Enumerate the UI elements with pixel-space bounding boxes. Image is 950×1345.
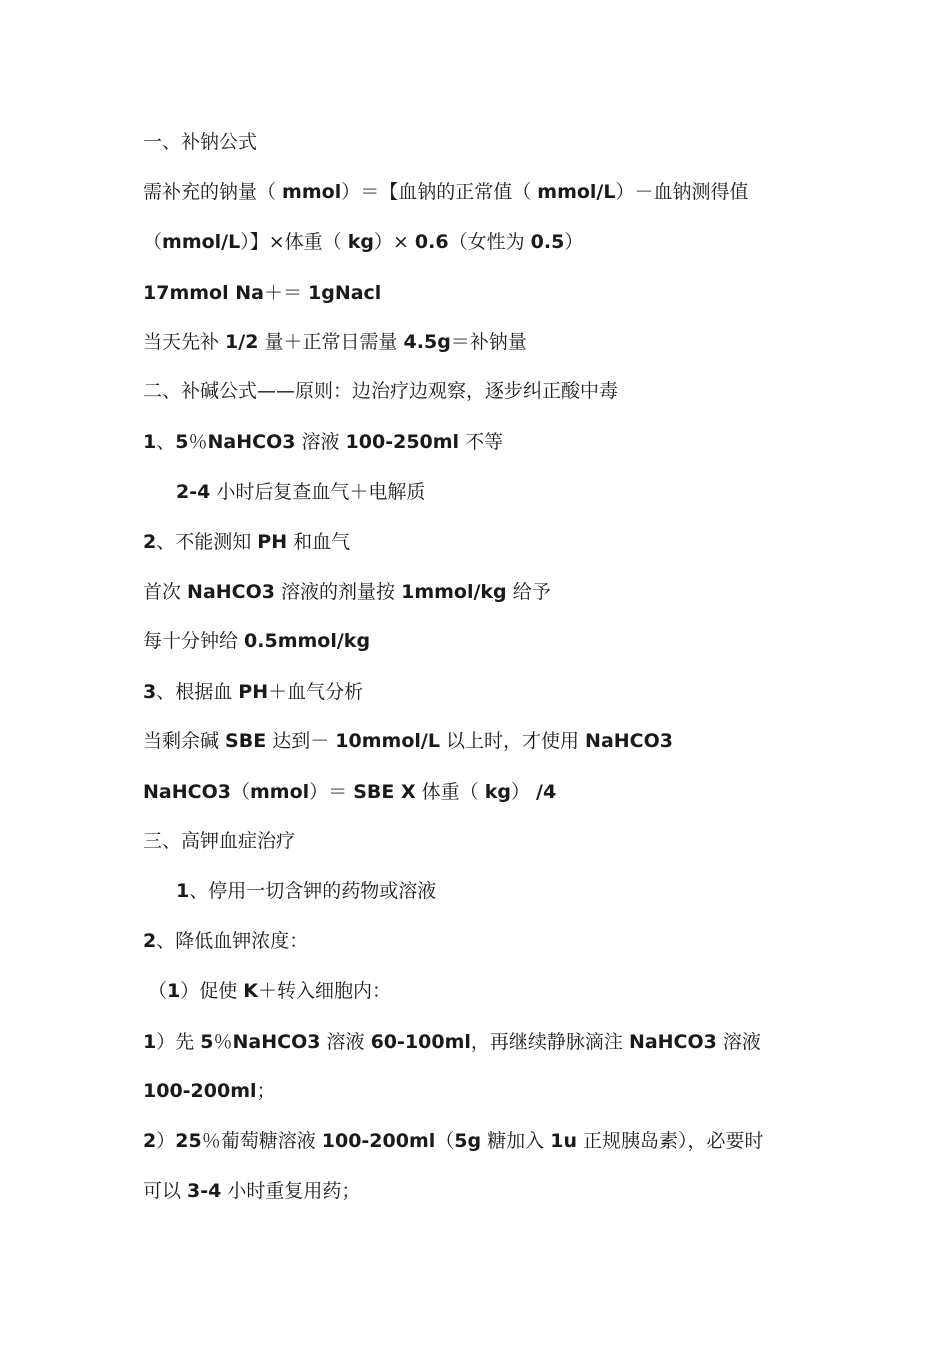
sodium-formula-line-2 — [143, 230, 583, 254]
text-run: ＝补钠量 — [450, 331, 527, 353]
text-run: PH — [238, 681, 269, 703]
text-run: 3 — [143, 681, 157, 703]
sodium-formula-line-1 — [143, 180, 749, 204]
text-run: 和血气 — [287, 531, 351, 553]
text-run: K — [243, 980, 259, 1002]
text-run: 100-250ml — [345, 431, 460, 453]
text-run: 量＋正常日需量 — [258, 331, 404, 353]
text-run: （ — [435, 1130, 455, 1152]
text-run: 1 — [167, 980, 181, 1002]
text-run: ）＝【血钠的正常值（ — [341, 181, 538, 203]
text-run: ％葡萄糖溶液 — [201, 1130, 322, 1152]
text-run: 需补充的钠量（ — [143, 181, 283, 203]
text-run: 、降低血钾浓度： — [156, 930, 309, 952]
alkali-sbe-formula — [143, 780, 556, 804]
heading-alkali-formula — [143, 379, 618, 403]
text-run: ＋血气分析 — [268, 681, 364, 703]
text-run: 1mmol/kg — [401, 581, 507, 603]
text-run: ） — [564, 231, 584, 253]
text-run: 当天先补 — [143, 331, 226, 353]
alkali-sbe-condition — [143, 729, 673, 753]
text-run: 10mmol/L — [335, 730, 440, 752]
text-run: 当剩余碱 — [143, 730, 226, 752]
alkali-item-3 — [143, 680, 363, 704]
text-run: ％ — [213, 1031, 233, 1053]
text-run: 100-200ml — [143, 1080, 257, 1102]
hyperkalemia-step-1 — [143, 1030, 761, 1054]
sodium-conversion — [143, 281, 381, 305]
text-run: /4 — [536, 781, 557, 803]
text-run: 、根据血 — [156, 681, 239, 703]
alkali-item-1-recheck — [176, 480, 425, 504]
text-run: 5g — [454, 1130, 482, 1152]
text-run: （ — [230, 781, 250, 803]
hyperkalemia-item-2 — [143, 929, 308, 953]
text-run: ％ — [188, 431, 208, 453]
text-run: 2 — [143, 1130, 157, 1152]
text-run: SBE — [225, 730, 267, 752]
text-run: 、 — [156, 431, 176, 453]
text-run: NaHCO3 — [585, 730, 673, 752]
text-run: 5 — [175, 431, 189, 453]
alkali-every-ten-minutes — [143, 629, 370, 653]
text-run: 溶液 — [295, 431, 346, 453]
text-run: 、停用一切含钾的药物或溶液 — [189, 880, 437, 902]
text-run: mmol/L — [162, 231, 241, 253]
text-run: ）促使 — [180, 980, 244, 1002]
text-run: ＋＝ — [263, 282, 308, 304]
text-run: ） — [156, 1130, 176, 1152]
text-run: 二、补碱公式——原则：边治疗边观察，逐步纠正酸中毒 — [143, 380, 619, 402]
text-run: 0.5mmol/kg — [244, 630, 371, 652]
text-run: 溶液 — [320, 1031, 371, 1053]
text-run: ）－血钠测得值 — [615, 181, 749, 203]
heading-sodium-formula — [143, 130, 257, 154]
text-run: NaHCO3 — [232, 1031, 321, 1053]
text-run: 小时后复查血气＋电解质 — [210, 481, 426, 503]
text-run: SBE X — [353, 781, 416, 803]
text-run: ＋转入细胞内： — [258, 980, 392, 1002]
text-run: ； — [256, 1080, 276, 1102]
text-run: 3-4 — [187, 1180, 222, 1202]
text-run: 2 — [143, 930, 157, 952]
text-run: mmol — [282, 181, 342, 203]
text-run: （ — [148, 980, 168, 1002]
text-run: （ — [143, 231, 163, 253]
alkali-first-dose — [143, 580, 551, 604]
hyperkalemia-step-2-cont — [143, 1179, 360, 1203]
text-run: 1 — [176, 880, 190, 902]
text-run: 可以 — [143, 1180, 188, 1202]
text-run: 首次 — [143, 581, 188, 603]
text-run: ）＝ — [309, 781, 354, 803]
text-run: mmol — [249, 781, 310, 803]
text-run: ）】×体重（ — [240, 231, 348, 253]
text-run: NaHCO3 — [628, 1031, 717, 1053]
sodium-first-day — [143, 330, 527, 354]
text-run: 以上时，才使用 — [439, 730, 586, 752]
hyperkalemia-step-1-cont — [143, 1079, 276, 1103]
text-run: 给予 — [506, 581, 551, 603]
text-run: ，再继续静脉滴注 — [470, 1031, 629, 1053]
text-run: （女性为 — [448, 231, 531, 253]
text-run: 三、高钾血症治疗 — [143, 830, 296, 852]
text-run: kg — [347, 231, 374, 253]
text-run: 5 — [200, 1031, 214, 1053]
text-run: 不等 — [459, 431, 504, 453]
text-run: 1 — [143, 431, 157, 453]
text-run: kg — [484, 781, 511, 803]
text-run: PH — [257, 531, 288, 553]
text-run: NaHCO3 — [187, 581, 275, 603]
text-run: ）× — [373, 231, 415, 253]
text-run: 达到－ — [266, 730, 336, 752]
text-run: 正规胰岛素），必要时 — [576, 1130, 764, 1152]
text-run: 每十分钟给 — [143, 630, 245, 652]
hyperkalemia-step-2 — [143, 1129, 764, 1153]
text-run: 小时重复用药； — [221, 1180, 361, 1202]
text-run: NaHCO3 — [143, 781, 231, 803]
text-run: 0.5 — [530, 231, 565, 253]
text-run: 100-200ml — [321, 1130, 436, 1152]
hyperkalemia-subitem-1 — [148, 979, 391, 1003]
text-run: 4.5g — [403, 331, 451, 353]
text-run: 25 — [175, 1130, 202, 1152]
text-run: 溶液 — [716, 1031, 761, 1053]
hyperkalemia-item-1 — [176, 879, 436, 903]
text-run: 溶液的剂量按 — [275, 581, 402, 603]
text-run: 2-4 — [176, 481, 211, 503]
text-run: 1u — [550, 1130, 577, 1152]
text-run: 体重（ — [415, 781, 485, 803]
text-run: ） — [510, 781, 536, 803]
text-run: 0.6 — [414, 231, 449, 253]
text-run: 17mmol Na — [143, 282, 264, 304]
alkali-item-2 — [143, 530, 350, 554]
alkali-item-1 — [143, 430, 503, 454]
heading-hyperkalemia — [143, 829, 295, 853]
text-run: 糖加入 — [481, 1130, 551, 1152]
text-run: 1 — [143, 1031, 157, 1053]
text-run: 1gNacl — [308, 282, 382, 304]
text-run: ）先 — [156, 1031, 201, 1053]
text-run: 一、补钠公式 — [143, 131, 258, 153]
text-run: mmol/L — [537, 181, 616, 203]
text-run: 2 — [143, 531, 157, 553]
text-run: 1/2 — [225, 331, 259, 353]
text-run: 60-100ml — [370, 1031, 471, 1053]
text-run: 、不能测知 — [156, 531, 258, 553]
text-run: NaHCO3 — [207, 431, 296, 453]
